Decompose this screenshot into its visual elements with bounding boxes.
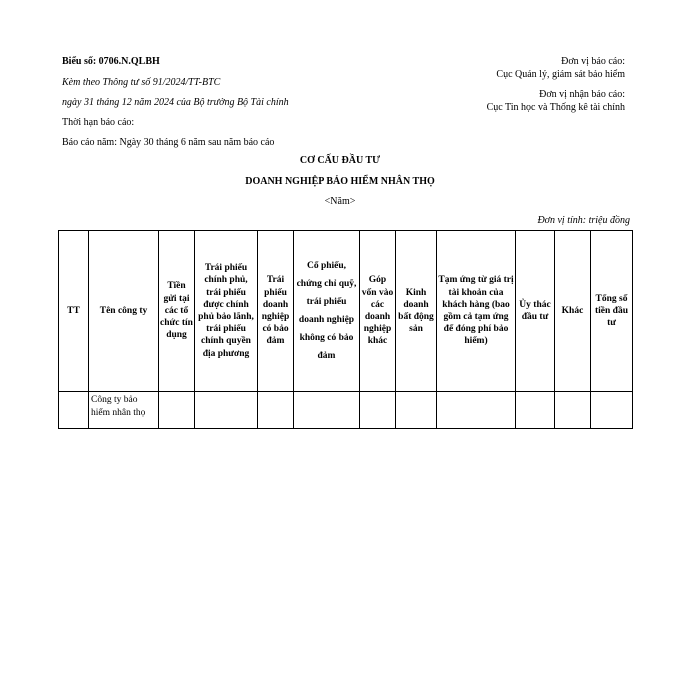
table-cell: [396, 392, 437, 429]
table-cell: [195, 392, 258, 429]
col-header-investment-trust: Ủy thác đầu tư: [516, 231, 555, 392]
attach-line-1: Kèm theo Thông tư số 91/2024/TT-BTC: [62, 77, 221, 88]
investment-structure-table: [58, 230, 633, 429]
table-cell: [159, 392, 195, 429]
col-header-tt: TT: [59, 231, 89, 392]
deadline-label: Thời hạn báo cáo:: [62, 117, 135, 128]
table-cell: Công ty bảo hiểm nhân thọ: [89, 392, 159, 429]
table-cell: [258, 392, 294, 429]
receiving-unit-value: Cục Tin học và Thống kê tài chính: [486, 102, 625, 113]
table-cell: [555, 392, 591, 429]
col-header-policy-advances: Tạm ứng từ giá trị tài khoản của khách hàng (bao gồm cả tạm ứng để đóng phí bảo hiểm): [437, 231, 516, 392]
reporting-unit-value: Cục Quản lý, giám sát bảo hiểm: [496, 69, 625, 80]
col-header-other: Khác: [555, 231, 591, 392]
receiving-unit-label: Đơn vị nhận báo cáo:: [539, 89, 625, 100]
col-header-total-investment: Tổng số tiền đầu tư: [591, 231, 633, 392]
title-line-1: CƠ CẤU ĐẦU TƯ: [299, 155, 381, 166]
deadline-value: Báo cáo năm: Ngày 30 tháng 6 năm sau năm báo cáo: [62, 137, 275, 148]
col-header-capital-contribution: Góp vốn vào các doanh nghiệp khác: [360, 231, 396, 392]
col-header-real-estate: Kinh doanh bất động sản: [396, 231, 437, 392]
table-row: [59, 392, 633, 429]
table-cell: [360, 392, 396, 429]
title-line-2: DOANH NGHIỆP BẢO HIỂM NHÂN THỌ: [245, 176, 435, 187]
col-header-deposits: Tiền gửi tại các tổ chức tín dụng: [159, 231, 195, 392]
col-header-government-bonds: Trái phiếu chính phủ, trái phiếu được chính phủ bảo lãnh, trái phiếu chính quyền địa phương: [195, 231, 258, 392]
form-code: Biểu số: 0706.N.QLBH: [62, 56, 160, 67]
table-cell: [437, 392, 516, 429]
col-header-stocks-funds: Cổ phiếu, chứng chỉ quỹ, trái phiếu doanh nghiệp không có bảo đảm: [294, 231, 360, 392]
attach-line-2: ngày 31 tháng 12 năm 2024 của Bộ trưởng Bộ Tài chính: [62, 97, 289, 108]
table-cell: [294, 392, 360, 429]
table-cell: [591, 392, 633, 429]
col-header-company-name: Tên công ty: [89, 231, 159, 392]
table-cell: [59, 392, 89, 429]
reporting-unit-label: Đơn vị báo cáo:: [561, 56, 625, 67]
title-year: <Năm>: [324, 196, 356, 207]
table-header-row: [59, 231, 633, 392]
col-header-secured-corporate-bonds: Trái phiếu doanh nghiệp có bảo đảm: [258, 231, 294, 392]
unit-note: Đơn vị tính: triệu đồng: [537, 215, 630, 226]
table-cell: [516, 392, 555, 429]
